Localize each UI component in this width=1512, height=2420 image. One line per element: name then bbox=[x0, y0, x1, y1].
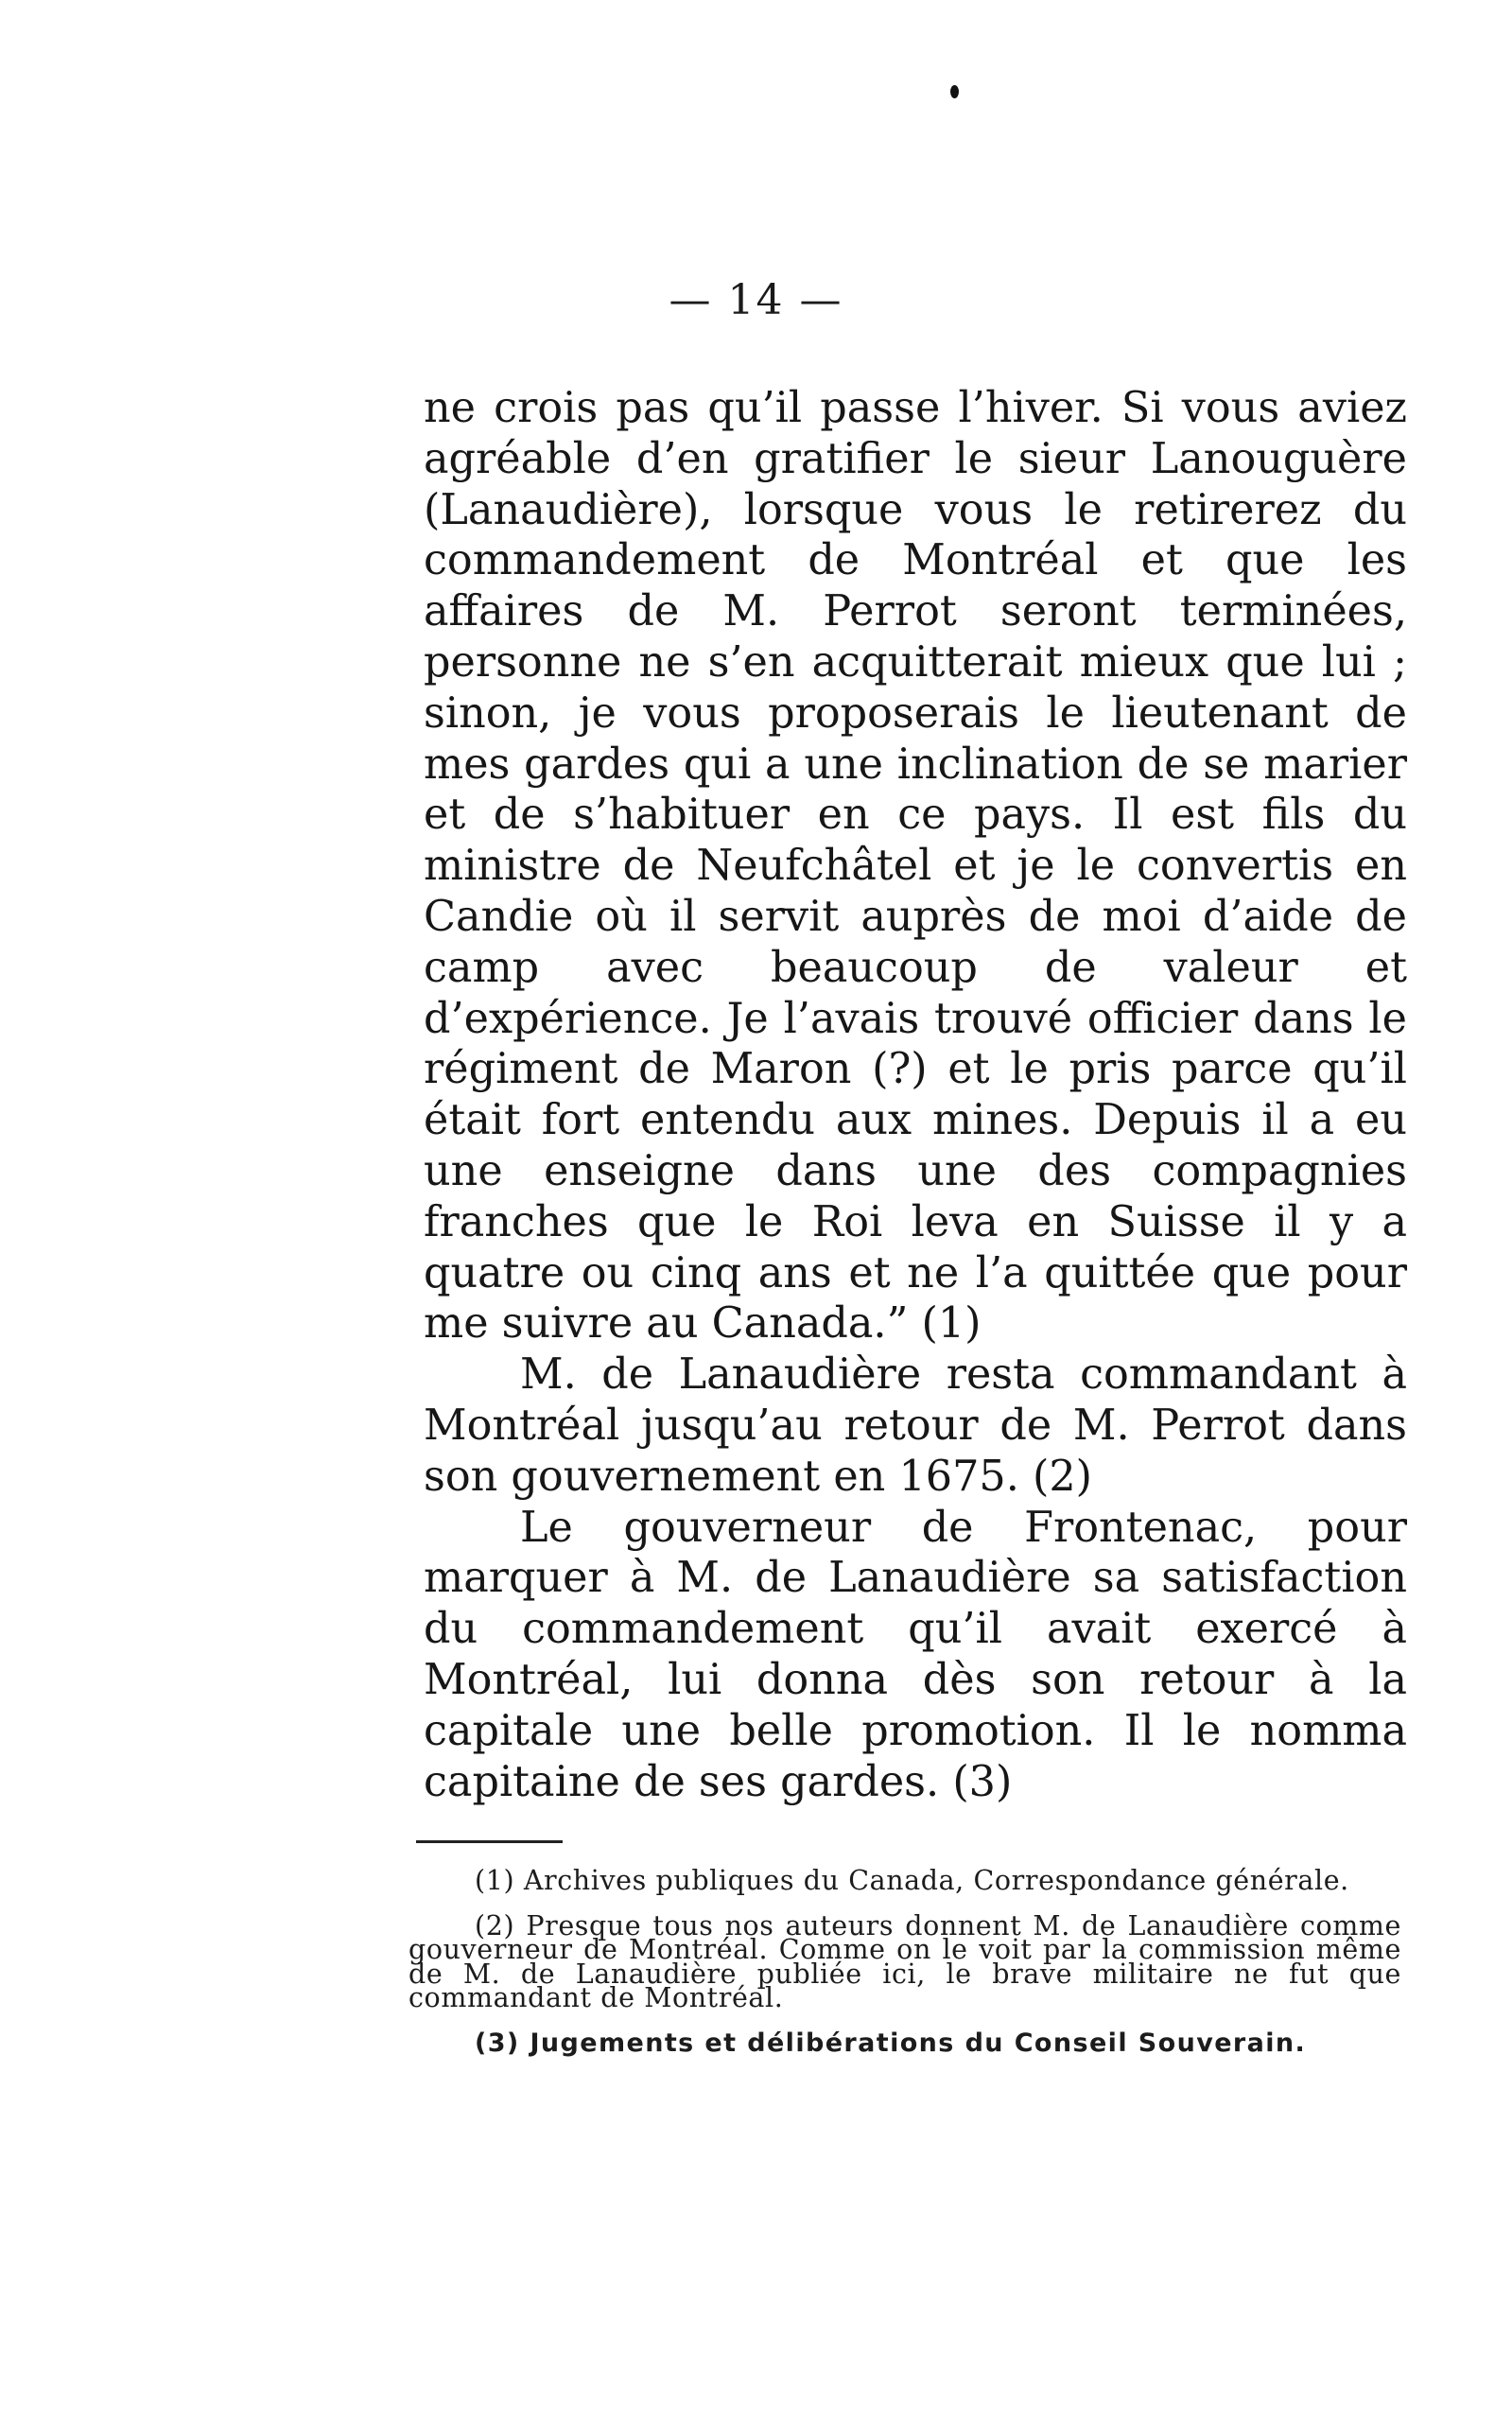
footnote-3: (3) Jugements et délibérations du Conseil Souverain. bbox=[475, 2028, 1307, 2058]
footnote-1: (1) Archives publiques du Canada, Correspondance générale. bbox=[475, 1865, 1349, 1896]
body-text bbox=[424, 383, 1407, 1807]
body-paragraph-commandant: M. de Lanaudière resta commandant à Montréal jusqu’au retour de M. Perrot dans son gouvernement en 1675. (2) bbox=[424, 1350, 1407, 1501]
footnotes bbox=[408, 1865, 1401, 2076]
body-paragraph-promotion: Le gouverneur de Frontenac, pour marquer à M. de Lanaudière sa satisfaction du commandement qu’il avait exercé à Montréal, lui donna dès son retour à la capitale une belle promotion. Il le nomma capitaine de ses gardes. (3) bbox=[424, 1503, 1407, 1806]
footnote-2: (2) Presque tous nos auteurs donnent M. de Lanaudière comme gouverneur de Montréal. Comme on le voit par la commission même de M. de Lanaudière publiée ici, le brave militaire ne fut que commandant de Montréal. bbox=[408, 1909, 1401, 2013]
ink-speck bbox=[950, 85, 959, 98]
page-number: — 14 — bbox=[669, 276, 843, 324]
body-paragraph-letter-quote: ne crois pas qu’il passe l’hiver. Si vous aviez agréable d’en gratifier le sieur Lanouguère (Lanaudière), lorsque vous le retirerez du commandement de Montréal et que les affaires de M. Perrot seront terminées, personne ne s’en acquitterait mieux que lui ; sinon, je vous proposerais le lieutenant de mes gardes qui a une inclination de se marier et de s’habituer en ce pays. Il est fils du ministre de Neufchâtel et je le convertis en Candie où il servit auprès de moi d’aide de camp avec beaucoup de valeur et d’expérience. Je l’avais trouvé officier dans le régiment de Maron (?) et le pris parce qu’il était fort entendu aux mines. Depuis il a eu une enseigne dans une des compagnies franches que le Roi leva en Suisse il y a quatre ou cinq ans et ne l’a quittée que pour me suivre au Canada.” (1) bbox=[424, 384, 1407, 1349]
footnote-divider bbox=[416, 1840, 563, 1843]
